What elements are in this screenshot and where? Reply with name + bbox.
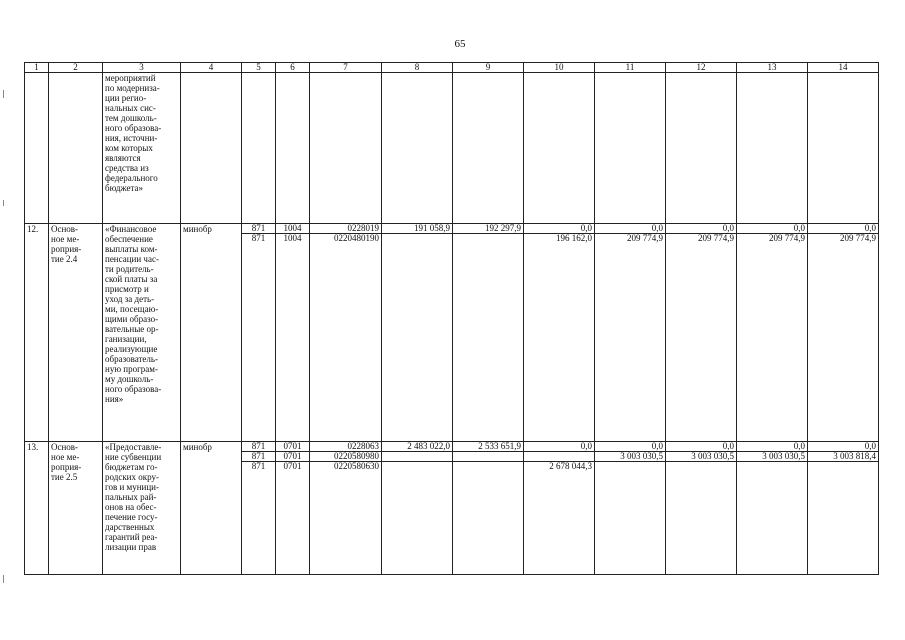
section-code: 1004 1004 <box>276 224 310 442</box>
value-col-13: 0,0 3 003 030,5 <box>737 442 808 575</box>
value-col-9: 2 533 651,9 <box>453 442 524 575</box>
page-number: 65 <box>454 38 466 50</box>
column-header: 6 <box>276 63 310 73</box>
table-row-continuation <box>25 73 879 224</box>
column-header: 14 <box>808 63 879 73</box>
column-header: 10 <box>524 63 595 73</box>
column-header: 1 <box>25 63 49 73</box>
value-col-12: 0,0 3 003 030,5 <box>666 442 737 575</box>
value-col-9: 192 297,9 <box>453 224 524 442</box>
row-number: 12. <box>25 224 49 442</box>
column-header: 3 <box>103 63 181 73</box>
budget-table <box>24 62 879 575</box>
value-col-12: 0,0 209 774,9 <box>666 224 737 442</box>
scan-margin-mark <box>3 90 4 98</box>
value-col-10: 0,0 2 678 044,3 <box>524 442 595 575</box>
measure-description: «Предоставле- ние субвенции бюджетам го- родских окру- гов и муници- пальных рай- онов на обес- печение госу- дарственных гарантий реа- лизации прав <box>103 442 181 575</box>
value-col-8: 2 483 022,0 <box>382 442 453 575</box>
row-number: 13. <box>25 442 49 575</box>
column-header: 11 <box>595 63 666 73</box>
table-row-12 <box>25 224 879 442</box>
scan-margin-mark <box>3 200 4 206</box>
measure-name: Основ- ное ме- роприя- тие 2.5 <box>49 442 103 575</box>
column-number-header-row <box>25 63 879 73</box>
scan-margin-mark <box>3 575 4 583</box>
column-header: 12 <box>666 63 737 73</box>
target-article-code: 0228063 0220580980 0220580630 <box>310 442 382 575</box>
executor: минобр <box>181 442 242 575</box>
executor: минобр <box>181 224 242 442</box>
measure-description: мероприятий по модерниза- ции регио- нальных сис- тем дошколь- ного образова- ния, источни- ком которых являются средства из федерального бюджета» <box>103 73 181 224</box>
measure-name: Основ- ное ме- роприя- тие 2.4 <box>49 224 103 442</box>
column-header: 13 <box>737 63 808 73</box>
column-header: 9 <box>453 63 524 73</box>
value-col-14: 0,0 3 003 818,4 <box>808 442 879 575</box>
grbs-code: 871 871 <box>242 224 276 442</box>
column-header: 7 <box>310 63 382 73</box>
section-code: 0701 0701 0701 <box>276 442 310 575</box>
target-article-code: 0228019 0220480190 <box>310 224 382 442</box>
value-col-11: 0,0 3 003 030,5 <box>595 442 666 575</box>
value-col-13: 0,0 209 774,9 <box>737 224 808 442</box>
column-header: 5 <box>242 63 276 73</box>
value-col-14: 0,0 209 774,9 <box>808 224 879 442</box>
table-row-13 <box>25 442 879 575</box>
value-col-11: 0,0 209 774,9 <box>595 224 666 442</box>
column-header: 4 <box>181 63 242 73</box>
value-col-10: 0,0 196 162,0 <box>524 224 595 442</box>
column-header: 8 <box>382 63 453 73</box>
grbs-code: 871 871 871 <box>242 442 276 575</box>
measure-description: «Финансовое обеспечение выплаты ком- пенсации час- ти родитель- ской платы за присмотр и уход за деть- ми, посещаю- щими образо- вательные ор- ганизации, реализующие образователь- ную програм- му дошколь- ного образова- ния» <box>103 224 181 442</box>
value-col-8: 191 058,9 <box>382 224 453 442</box>
column-header: 2 <box>49 63 103 73</box>
